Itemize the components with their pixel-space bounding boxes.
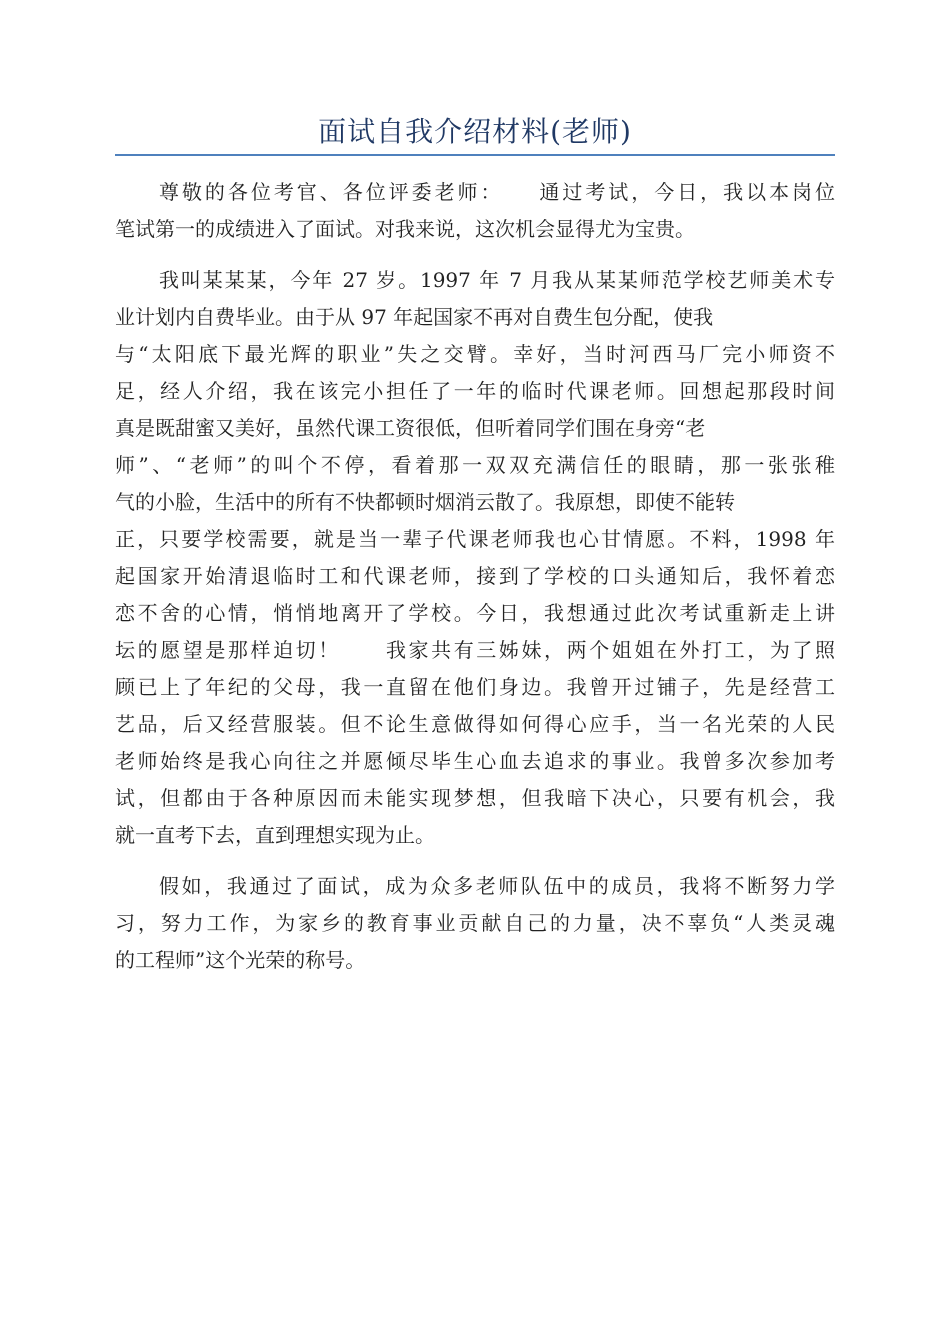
text-line: 习，努力工作，为家乡的教育事业贡献自己的力量，决不辜负“人类灵魂 bbox=[115, 911, 835, 935]
text-line: 笔试第一的成绩进入了面试。对我来说，这次机会显得尤为宝贵。 bbox=[115, 217, 695, 241]
title-underline bbox=[115, 154, 835, 156]
text-line: 足，经人介绍，我在该完小担任了一年的临时代课老师。回想起那段时间 bbox=[115, 379, 835, 403]
document-body bbox=[115, 174, 835, 993]
text-line: 试，但都由于各种原因而未能实现梦想，但我暗下决心，只要有机会，我 bbox=[115, 786, 835, 810]
text-line: 坛的愿望是那样迫切！ 我家共有三姊妹，两个姐姐在外打工，为了照 bbox=[115, 638, 835, 662]
text-line: 的工程师”这个光荣的称号。 bbox=[115, 948, 366, 972]
text-line: 与“太阳底下最光辉的职业”失之交臂。幸好，当时河西马厂完小师资不 bbox=[115, 342, 835, 366]
paragraph-3 bbox=[115, 868, 835, 979]
text-line: 艺品，后又经营服装。但不论生意做得如何得心应手，当一名光荣的人民 bbox=[115, 712, 835, 736]
text-line: 气的小脸，生活中的所有不快都顿时烟消云散了。我原想，即使不能转 bbox=[115, 490, 735, 514]
text-line: 老师始终是我心向往之并愿倾尽毕生心血去追求的事业。我曾多次参加考 bbox=[115, 749, 835, 773]
text-line: 真是既甜蜜又美好，虽然代课工资很低，但听着同学们围在身旁“老 bbox=[115, 416, 706, 440]
text-line: 师”、“老师”的叫个不停，看着那一双双充满信任的眼睛，那一张张稚 bbox=[115, 453, 835, 477]
text-line: 顾已上了年纪的父母，我一直留在他们身边。我曾开过铺子，先是经营工 bbox=[115, 675, 835, 699]
text-line: 就一直考下去，直到理想实现为止。 bbox=[115, 823, 435, 847]
text-line: 业计划内自费毕业。由于从 97 年起国家不再对自费生包分配，使我 bbox=[115, 305, 714, 329]
text-line: 我叫某某某，今年 27 岁。1997 年 7 月我从某某师范学校艺师美术专 bbox=[159, 268, 835, 292]
text-line: 恋不舍的心情，悄悄地离开了学校。今日，我想通过此次考试重新走上讲 bbox=[115, 601, 835, 625]
text-line: 正，只要学校需要，就是当一辈子代课老师我也心甘情愿。不料，1998 年 bbox=[115, 527, 835, 551]
paragraph-1 bbox=[115, 174, 835, 248]
document-title: 面试自我介绍材料(老师) bbox=[318, 115, 632, 148]
text-line: 假如，我通过了面试，成为众多老师队伍中的成员，我将不断努力学 bbox=[159, 874, 835, 898]
paragraph-2 bbox=[115, 262, 835, 854]
text-line: 起国家开始清退临时工和代课老师，接到了学校的口头通知后，我怀着恋 bbox=[115, 564, 835, 588]
text-line: 尊敬的各位考官、各位评委老师： 通过考试，今日，我以本岗位 bbox=[159, 180, 835, 204]
